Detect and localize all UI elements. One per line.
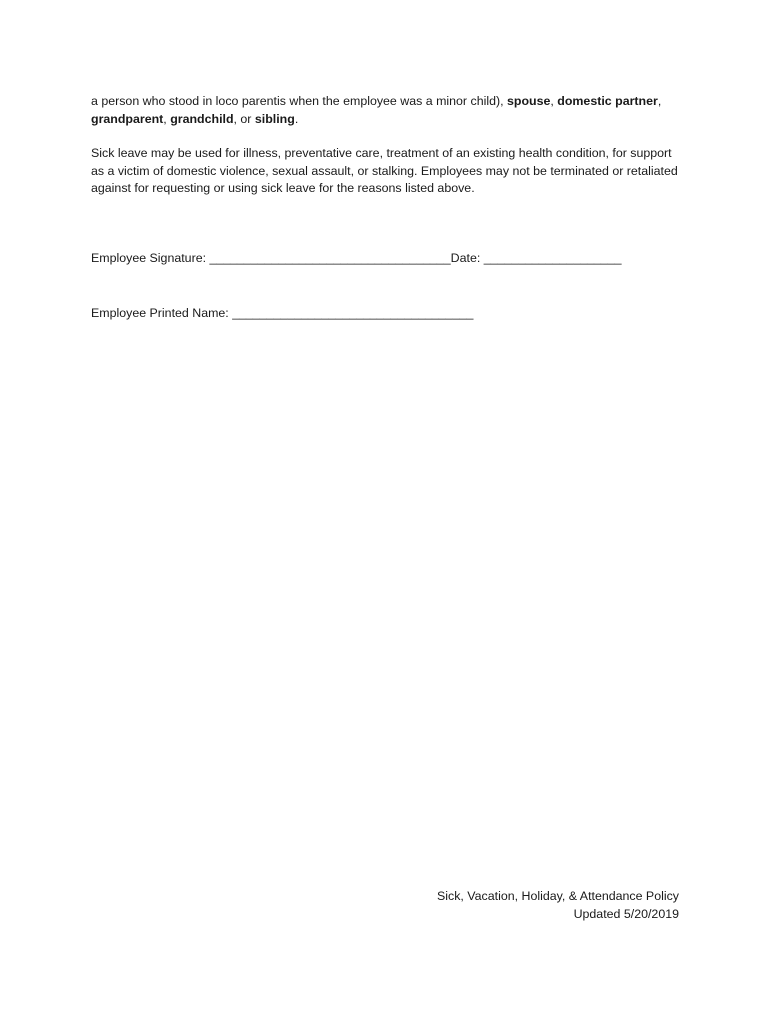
term-grandchild: grandchild — [170, 111, 234, 126]
employee-printed-name-field[interactable]: ___________________________________ — [232, 306, 474, 320]
paragraph1-text-2: , — [550, 94, 558, 108]
page-footer — [437, 888, 679, 923]
paragraph1-text-3: , — [657, 94, 662, 108]
employee-signature-label: Employee Signature: — [91, 251, 210, 265]
footer-updated-date: Updated 5/20/2019 — [573, 906, 679, 921]
term-sibling: sibling — [254, 111, 295, 126]
family-members-paragraph — [91, 93, 681, 128]
paragraph1-text-6: . — [294, 111, 299, 126]
paragraph1-text-4: , — [163, 111, 171, 126]
paragraph1-text-1: a person who stood in loco parentis when the employee was a minor child), — [91, 94, 507, 108]
date-label: Date: — [450, 251, 484, 265]
term-spouse: spouse — [507, 94, 551, 108]
footer-policy-title: Sick, Vacation, Holiday, & Attendance Policy — [437, 889, 679, 903]
employee-signature-row — [91, 250, 622, 268]
sick-leave-use-paragraph: Sick leave may be used for illness, preventative care, treatment of an existing health condition, for support as a victim of domestic violence, sexual assault, or stalking. Employees may not be terminated or retaliated against for requesting or using sick leave for the reasons listed above. — [91, 146, 678, 195]
employee-printed-name-label: Employee Printed Name: — [91, 306, 233, 320]
paragraph1-text-5: , or — [233, 111, 255, 126]
term-domestic-partner: domestic partner — [557, 94, 658, 108]
term-grandparent: grandparent — [91, 111, 164, 126]
employee-signature-field[interactable]: ___________________________________ — [209, 251, 451, 265]
employee-printed-name-row — [91, 305, 473, 323]
date-field[interactable]: ____________________ — [483, 251, 622, 265]
